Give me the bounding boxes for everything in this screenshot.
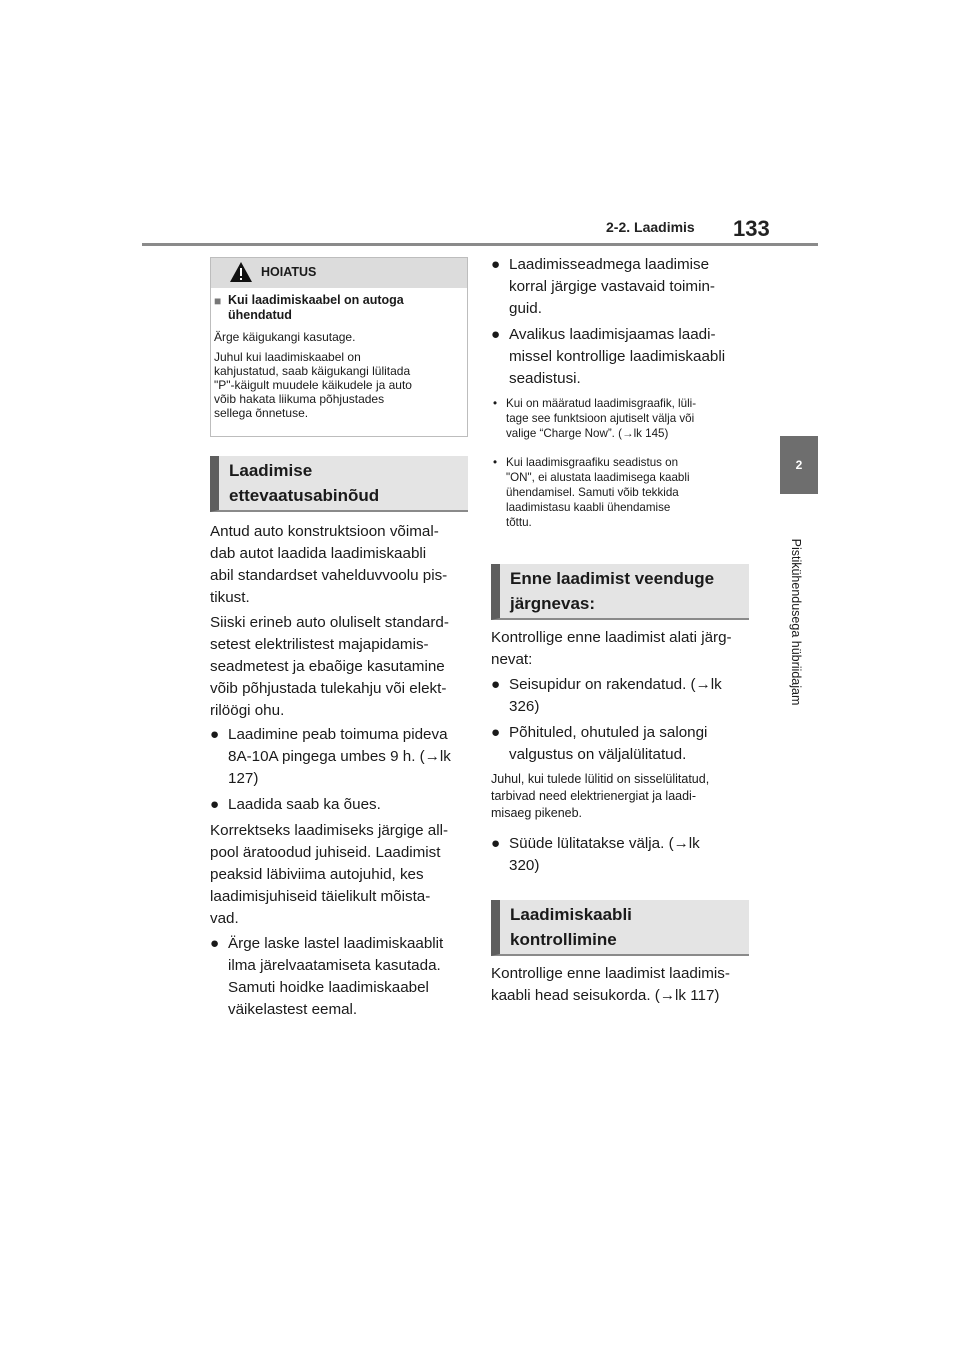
bullet-dot-icon: ● [491,724,501,741]
section-title: 2-2. Laadimis [606,219,695,235]
bullet-dot-icon: ● [491,256,501,273]
bullet-dot-icon: ● [491,835,501,852]
bullet-dot-icon: ● [491,676,501,693]
warning-subtitle: Kui laadimiskaabel on autoga ühendatud [228,293,404,322]
paragraph: Korrektseks laadimiseks järgige all- pool äratoodud juhiseid. Laadimist peaksid läbiviima autojuhid, kes laadimisjuhiseid täielikult mõista- vad. [210,822,449,927]
bullet-dot-icon: ● [210,935,220,952]
paragraph: Antud auto konstruktsioon võimal- dab autot laadida laadimiskaabli abil standardset vahelduvvoolu pis- tikust. [210,523,448,606]
bullet-dot-icon: ● [210,726,220,743]
warning-triangle-icon [229,261,253,283]
heading-cable-inspection: Laadimiskaabli kontrollimine [491,900,749,956]
square-marker-icon: ■ [214,294,222,308]
paragraph: Siiski erineb auto oluliselt standard- setest elektrilistest majapidamis- seadmetest ja ebaõige kasutamine võib põhjustada tulekahju või elekt- rilöögi ohu. [210,614,449,719]
warning-paragraph-2: Juhul kui laadimiskaabel on kahjustatud, saab käigukangi lülitada "P"-käigult muudele käikudele ja auto võib hakata liikuma põhjustades sellega õnnetuse. [214,350,412,420]
page-number: 133 [733,216,770,241]
warning-paragraph-1: Ärge käigukangi kasutage. [214,330,356,344]
heading-before-charging: Enne laadimist veenduge järgnevas: [491,564,749,620]
chapter-label [756,532,836,712]
small-paragraph: Juhul, kui tulede lülitid on sisselülitatud, tarbivad need elektrienergiat ja laadi- misaeg pikeneb. [491,772,710,820]
chapter-number: 2 [795,458,803,472]
bullet-dot-icon: ● [210,796,220,813]
warning-title: HOIATUS [261,265,317,279]
chapter-tab [780,436,818,494]
heading-charging-precautions: Laadimise ettevaatusabinõud [210,456,468,512]
warning-header [211,258,467,288]
chapter-label-text: Pistikühendusega hübriidajam [789,538,803,706]
paragraph: Kontrollige enne laadimist alati järg- nevat: [491,629,732,668]
header-rule [142,243,818,246]
bullet-dot-icon: ● [491,326,501,343]
small-bullet-icon: • [493,397,498,410]
small-bullet-icon: • [493,456,498,469]
warning-box [210,257,468,437]
paragraph: Kontrollige enne laadimist laadimis- kaabli head seisukorda. (→lk 117) [491,965,730,1004]
